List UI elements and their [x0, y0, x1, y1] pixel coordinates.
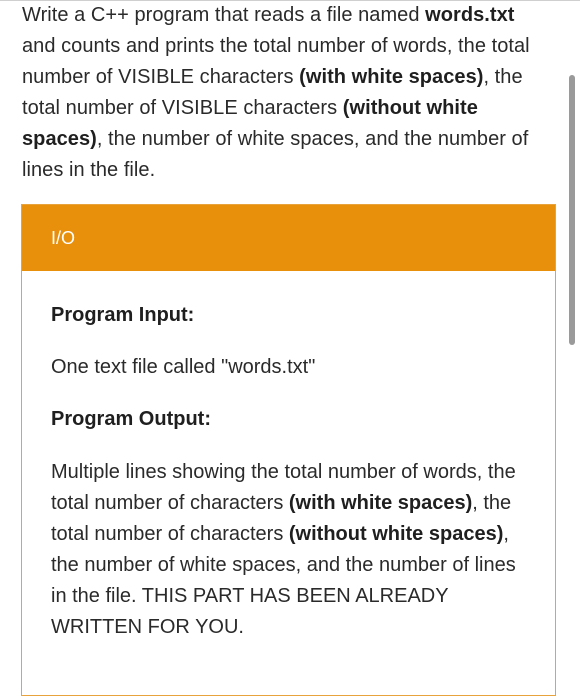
emphasis-text: (with white spaces)	[288, 492, 473, 514]
io-body	[22, 271, 555, 643]
program-input-text: One text file called "words.txt"	[51, 356, 316, 378]
body-text: and counts and prints the total number of words, the total number of VISIBLE characters	[22, 35, 530, 88]
program-output-text	[51, 435, 525, 643]
emphasis-text: words.txt	[425, 4, 515, 26]
io-header: I/O	[22, 205, 555, 271]
question-text	[22, 0, 552, 186]
body-text: , the total number of characters	[51, 492, 512, 545]
emphasis-text: (without white spaces)	[288, 523, 504, 545]
body-text: Multiple lines showing the total number of words, the total number of characters	[51, 461, 516, 514]
io-panel	[21, 204, 556, 696]
body-text: Write a C++ program that reads a file named	[22, 4, 426, 26]
emphasis-text: (with white spaces)	[299, 66, 484, 88]
body-text: , the number of white spaces, and the number of lines in the file. THIS PART HAS BEEN ALREADY WRITTEN FOR YOU.	[51, 523, 516, 638]
question-paragraph	[22, 0, 552, 186]
program-output-title: Program Output:	[51, 408, 211, 430]
emphasis-text: (without white spaces)	[22, 97, 478, 150]
program-input-title: Program Input:	[51, 304, 195, 326]
scrollbar-thumb[interactable]	[569, 75, 575, 345]
body-text: , the total number of VISIBLE characters	[22, 66, 523, 119]
body-text: , the number of white spaces, and the number of lines in the file.	[22, 128, 529, 181]
